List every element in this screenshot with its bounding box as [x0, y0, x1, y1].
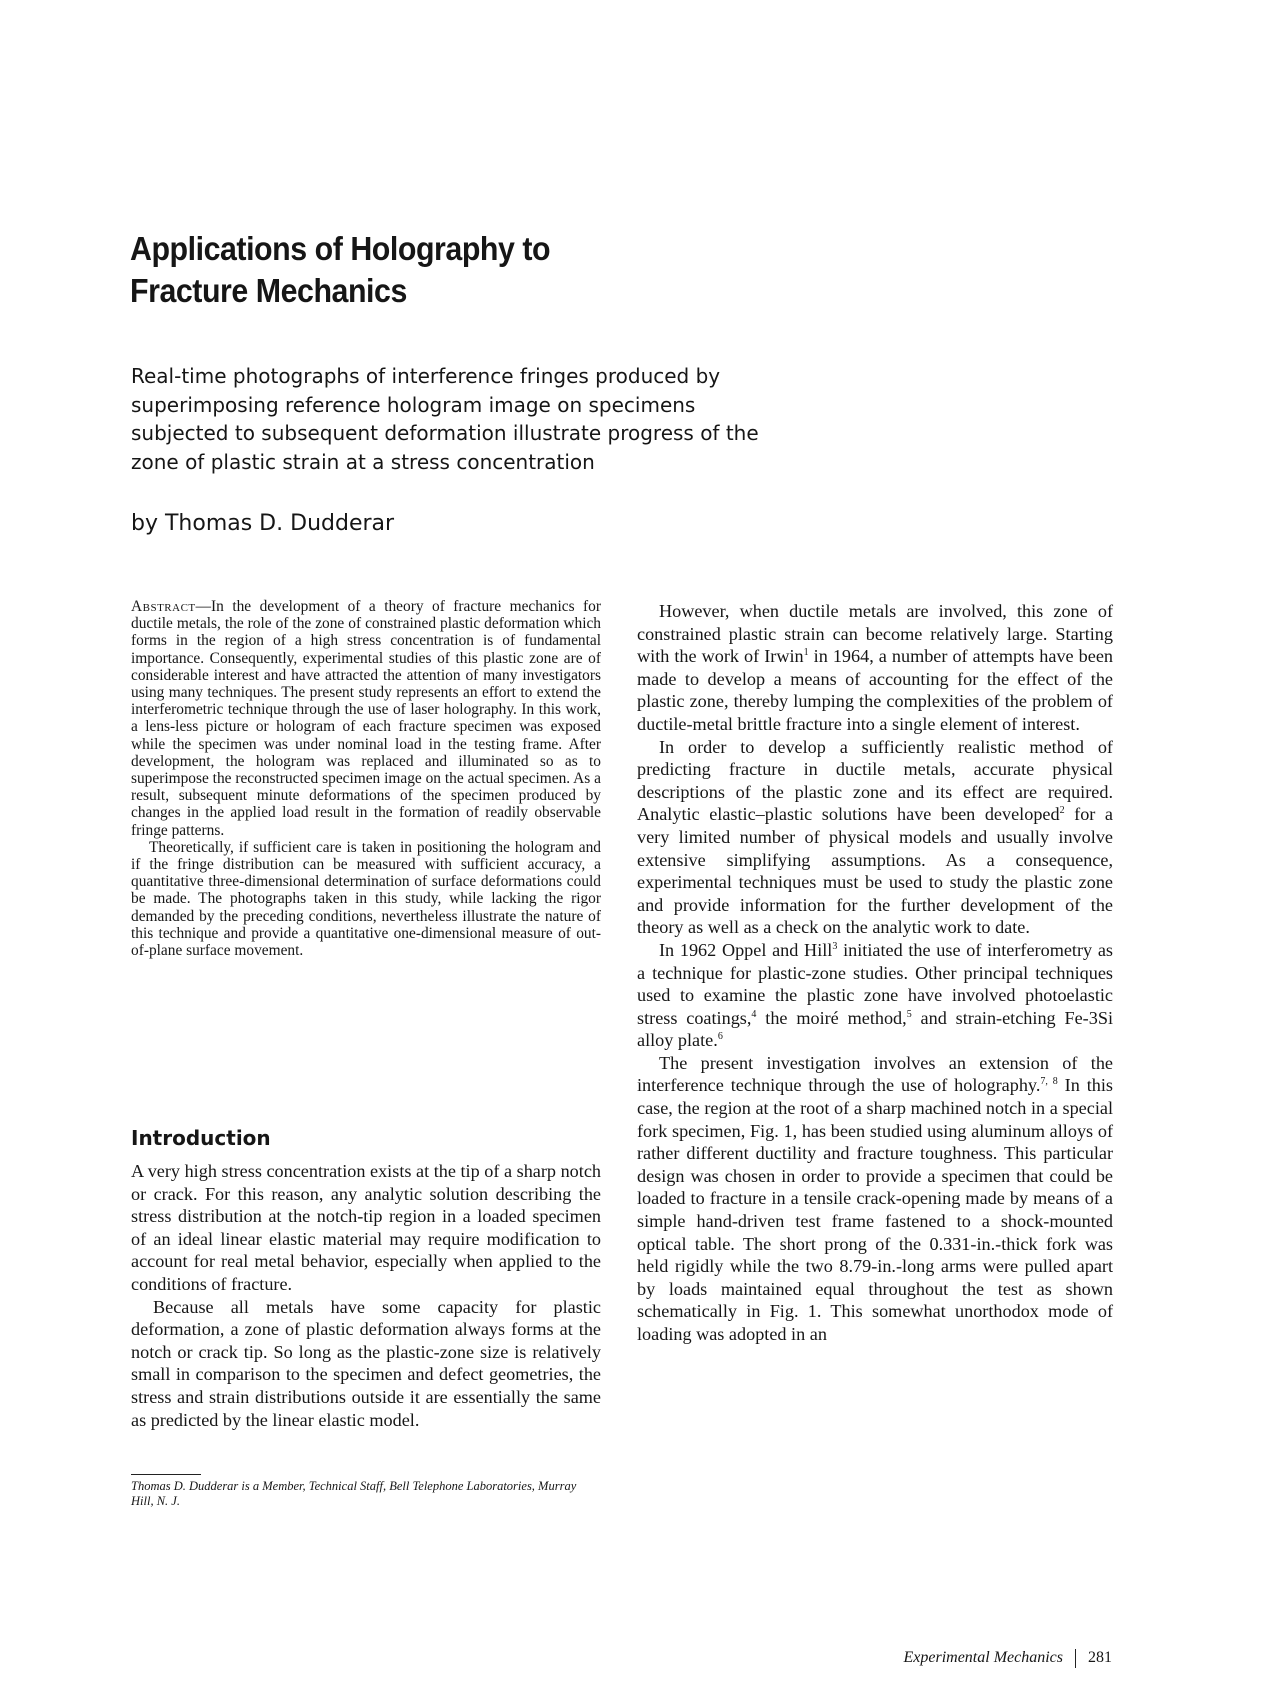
text-run: However, when ductile metals are involved, this zone of constrained plastic strain can become relatively large. Starting with the work of Irwin	[637, 601, 1113, 667]
right-paragraph-4	[637, 1052, 1113, 1346]
right-paragraph-1	[637, 600, 1113, 736]
abstract-label: Abstract	[131, 598, 196, 615]
right-paragraph-2	[637, 736, 1113, 939]
introduction-body	[131, 1160, 601, 1431]
abstract-dash: —	[195, 598, 212, 615]
footer-separator	[1075, 1649, 1076, 1668]
text-run: the moiré method,	[756, 1007, 907, 1028]
text-run: In order to develop a sufficiently realistic method of predicting fracture in ductile metals, accurate physical descriptions of the plastic zone and its effect are required. Analytic elastic–plastic solutions have been developed	[637, 736, 1113, 825]
reference-marker: 1	[803, 647, 809, 659]
page-number: 281	[1088, 1649, 1112, 1667]
title-line-2: Fracture Mechanics	[130, 272, 407, 309]
byline-name: Dudderar	[290, 511, 395, 536]
footnote-divider	[131, 1474, 201, 1475]
text-run: for a very limited number of physical models and usually involve extensive simplifying assumptions. As a consequence, experimental techniques must be used to study the plastic zone and provide information for the further development of the theory as well as a check on the analytic work to date.	[637, 804, 1114, 938]
text-run: The present investigation involves an extension of the interference technique through the use of holography.	[637, 1052, 1113, 1096]
intro-paragraph-1: A very high stress concentration exists at the tip of a sharp notch or crack. For this reason, any analytic solution describing the stress distribution at the notch-tip region in a loaded specimen of an ideal linear elastic material may require modification to account for real metal behavior, especially when applied to the conditions of fracture.	[131, 1161, 601, 1294]
text-run: in 1964, a number of attempts have been made to develop a means of accounting for the effect of the plastic zone, thereby lumping the complexities of the problem of ductile-metal brittle fracture into a single element of interest.	[637, 646, 1113, 734]
intro-paragraph-2: Because all metals have some capacity for plastic deformation, a zone of plastic deformation always forms at the notch or crack tip. So long as the plastic-zone size is relatively small in comparison to the specimen and defect geometries, the stress and strain distributions outside it are essentially the same as predicted by the linear elastic model.	[131, 1296, 601, 1430]
title-line-1: Applications of Holography to	[130, 230, 551, 267]
reference-marker: 7, 8	[1040, 1076, 1058, 1088]
text-run: initiated the use of interferometry as a technique for plastic-zone studies. Other principal techniques used to examine the plastic zone have involved photoelastic stress coatings,	[637, 939, 1113, 1028]
reference-marker: 3	[832, 940, 838, 952]
reference-marker: 2	[1059, 805, 1065, 817]
reference-marker: 4	[751, 1008, 757, 1020]
byline	[131, 511, 394, 536]
article-title	[130, 228, 774, 312]
text-run: In this case, the region at the root of a sharp machined notch in a special fork specimen, Fig. 1, has been studied using aluminum alloys of rather different ductility and fracture toughness. This particular design was chosen in order to provide a specimen that could be loaded to fracture in a tensile crack-opening made by means of a simple hand-driven test frame fastened to a shock-mounted optical table. The short prong of the 0.331-in.-thick fork was held rigidly while the two 8.79-in.-long arms were pulled apart by loads maintained equal throughout the test as shown schematically in Fig. 1. This somewhat unorthodox mode of loading was adopted in an	[637, 1075, 1114, 1344]
journal-name: Experimental Mechanics	[903, 1649, 1063, 1667]
text-run: and strain-etching Fe-3Si alloy plate.	[637, 1007, 1113, 1051]
abstract	[131, 598, 601, 959]
author-footnote: Thomas D. Dudderar is a Member, Technical Staff, Bell Telephone Laboratories, Murray Hill, N. J.	[131, 1479, 577, 1508]
page-footer	[904, 1649, 1113, 1668]
section-heading-introduction: Introduction	[131, 1126, 271, 1150]
text-run: In 1962 Oppel and Hill	[659, 939, 833, 960]
right-column-body	[637, 600, 1113, 1346]
abstract-paragraph-1	[131, 598, 601, 839]
byline-prefix: by Thomas D.	[131, 511, 284, 536]
reference-marker: 5	[906, 1008, 912, 1020]
abstract-text-1: In the development of a theory of fracture mechanics for ductile metals, the role of the zone of constrained plastic deformation which forms in the region of a high stress concentration is of fundamental importance. Consequently, experimental studies of this plastic zone are of considerable interest and have attracted the attention of many investigators using many techniques. The present study represents an effort to extend the interferometric technique through the use of laser holography. In this work, a lens-less picture or hologram of each fracture specimen was exposed while the specimen was under nominal load in the testing frame. After development, the hologram was replaced and illuminated so as to superimpose the reconstructed specimen image on the actual specimen. As a result, subsequent minute deformations of the specimen produced by changes in the applied load result in the formation of readily observable fringe patterns.	[131, 598, 601, 839]
reference-marker: 6	[717, 1031, 723, 1043]
right-paragraph-3	[637, 939, 1113, 1052]
abstract-paragraph-2: Theoretically, if sufficient care is taken in positioning the hologram and if the fringe distribution can be measured with sufficient accuracy, a quantitative three-dimensional determination of surface deformations could be made. The photographs taken in this study, while lacking the rigor demanded by the preceding conditions, nevertheless illustrate the nature of this technique and provide a quantitative one-dimensional measure of out-of-plane surface movement.	[131, 838, 601, 960]
article-subtitle: Real-time photographs of interference fringes produced by superimposing reference hologram image on specimens subjected to subsequent deformation illustrate progress of the zone of plastic strain at a stress concentration	[131, 364, 759, 474]
